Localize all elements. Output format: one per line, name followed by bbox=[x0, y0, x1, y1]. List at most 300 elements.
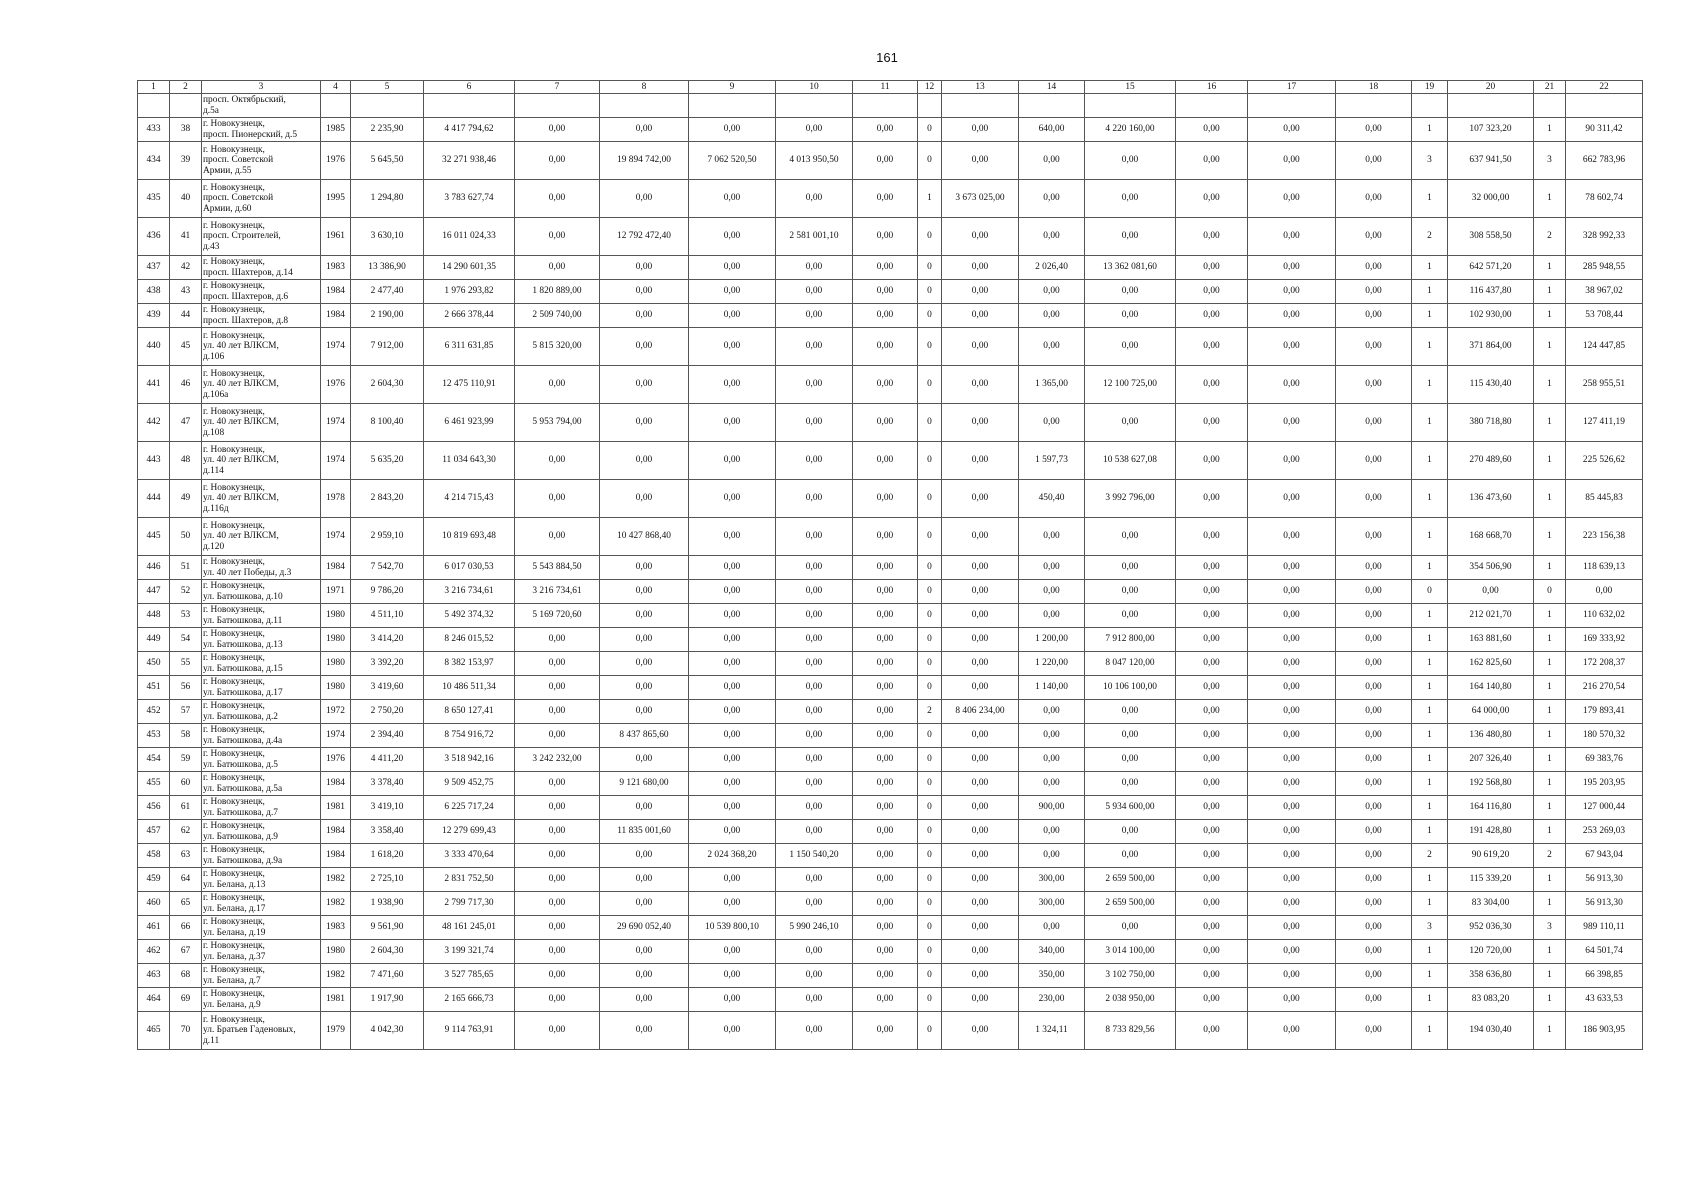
register-table-body bbox=[138, 94, 1643, 1050]
table-cell: 0,00 bbox=[1176, 328, 1248, 366]
table-cell: 0,00 bbox=[515, 820, 600, 844]
table-cell: 443 bbox=[138, 442, 170, 480]
table-cell: 0,00 bbox=[942, 940, 1019, 964]
table-cell: 5 635,20 bbox=[351, 442, 424, 480]
table-cell: 0 bbox=[918, 892, 942, 916]
table-cell: 1 bbox=[1534, 700, 1566, 724]
table-row bbox=[138, 604, 1643, 628]
table-cell: 1 bbox=[1534, 940, 1566, 964]
table-cell: 6 461 923,99 bbox=[424, 404, 515, 442]
table-cell: 0,00 bbox=[942, 580, 1019, 604]
table-cell: 464 bbox=[138, 988, 170, 1012]
table-cell: 29 690 052,40 bbox=[600, 916, 689, 940]
table-cell: 59 bbox=[170, 748, 202, 772]
table-cell: 67 bbox=[170, 940, 202, 964]
table-cell: 0 bbox=[918, 748, 942, 772]
table-cell: 446 bbox=[138, 556, 170, 580]
table-cell: 0,00 bbox=[776, 404, 853, 442]
table-cell: 0,00 bbox=[515, 916, 600, 940]
table-cell: 0,00 bbox=[1176, 916, 1248, 940]
table-cell: 1984 bbox=[321, 556, 351, 580]
table-cell: 2 959,10 bbox=[351, 518, 424, 556]
table-cell: 9 509 452,75 bbox=[424, 772, 515, 796]
table-cell: 0,00 bbox=[1176, 1012, 1248, 1050]
table-cell: 437 bbox=[138, 256, 170, 280]
table-cell: 10 539 800,10 bbox=[689, 916, 776, 940]
table-cell: 450,40 bbox=[1019, 480, 1085, 518]
table-cell: 6 017 030,53 bbox=[424, 556, 515, 580]
table-cell: 0 bbox=[918, 580, 942, 604]
table-cell: 0,00 bbox=[1085, 724, 1176, 748]
table-cell: 1 bbox=[1534, 676, 1566, 700]
table-cell: 0,00 bbox=[1336, 118, 1412, 142]
table-cell: 0,00 bbox=[1336, 892, 1412, 916]
column-header: 13 bbox=[942, 81, 1019, 94]
table-cell: 13 386,90 bbox=[351, 256, 424, 280]
table-cell: 1 618,20 bbox=[351, 844, 424, 868]
table-cell: 4 214 715,43 bbox=[424, 480, 515, 518]
table-cell: 0,00 bbox=[853, 820, 918, 844]
table-cell: 0,00 bbox=[1336, 700, 1412, 724]
table-cell: 1972 bbox=[321, 700, 351, 724]
table-cell: 0,00 bbox=[1019, 820, 1085, 844]
table-cell: 116 437,80 bbox=[1448, 280, 1534, 304]
table-cell: 0,00 bbox=[853, 366, 918, 404]
table-cell: 1984 bbox=[321, 280, 351, 304]
table-cell: 1984 bbox=[321, 820, 351, 844]
table-cell: 0,00 bbox=[942, 480, 1019, 518]
table-cell: 8 733 829,56 bbox=[1085, 1012, 1176, 1050]
table-cell: 460 bbox=[138, 892, 170, 916]
table-cell: 0 bbox=[918, 442, 942, 480]
table-cell: 0,00 bbox=[1176, 604, 1248, 628]
table-cell: 0,00 bbox=[776, 940, 853, 964]
table-cell: 62 bbox=[170, 820, 202, 844]
table-cell: 4 013 950,50 bbox=[776, 142, 853, 180]
address-cell: г. Новокузнецк, ул. 40 лет Победы, д.3 bbox=[202, 556, 321, 580]
table-cell: 0,00 bbox=[1248, 892, 1336, 916]
table-cell: 3 216 734,61 bbox=[424, 580, 515, 604]
table-cell: 1 bbox=[1534, 724, 1566, 748]
table-cell: 0,00 bbox=[942, 218, 1019, 256]
table-cell: 223 156,38 bbox=[1566, 518, 1643, 556]
address-cell: г. Новокузнецк, ул. Батюшкова, д.13 bbox=[202, 628, 321, 652]
table-cell: 0,00 bbox=[1019, 724, 1085, 748]
table-cell: 0,00 bbox=[689, 796, 776, 820]
table-cell: 3 bbox=[1534, 142, 1566, 180]
table-cell: 1 bbox=[1412, 964, 1448, 988]
table-cell: 1 bbox=[1534, 280, 1566, 304]
table-cell: 0,00 bbox=[600, 480, 689, 518]
table-cell: 7 912,00 bbox=[351, 328, 424, 366]
table-cell: 444 bbox=[138, 480, 170, 518]
table-cell: 43 633,53 bbox=[1566, 988, 1643, 1012]
table-cell: 3 378,40 bbox=[351, 772, 424, 796]
table-cell: 0,00 bbox=[1176, 556, 1248, 580]
table-cell: 107 323,20 bbox=[1448, 118, 1534, 142]
table-cell: 58 bbox=[170, 724, 202, 748]
table-cell: 0,00 bbox=[1176, 964, 1248, 988]
table-cell: 1 bbox=[1412, 652, 1448, 676]
table-cell: 0 bbox=[918, 142, 942, 180]
table-cell: 1974 bbox=[321, 518, 351, 556]
table-cell: 12 100 725,00 bbox=[1085, 366, 1176, 404]
table-cell: 42 bbox=[170, 256, 202, 280]
table-cell: 57 bbox=[170, 700, 202, 724]
table-cell: 7 062 520,50 bbox=[689, 142, 776, 180]
table-cell: 0,00 bbox=[776, 480, 853, 518]
table-cell: 0,00 bbox=[1336, 628, 1412, 652]
table-cell: 1 bbox=[1534, 868, 1566, 892]
table-cell: 1 bbox=[1534, 256, 1566, 280]
table-cell: 6 311 631,85 bbox=[424, 328, 515, 366]
table-cell: 10 427 868,40 bbox=[600, 518, 689, 556]
table-cell: 0,00 bbox=[853, 518, 918, 556]
table-cell: 56 913,30 bbox=[1566, 892, 1643, 916]
table-cell: 0,00 bbox=[776, 820, 853, 844]
table-cell: 0,00 bbox=[689, 772, 776, 796]
table-cell: 1 bbox=[1534, 518, 1566, 556]
table-cell: 450 bbox=[138, 652, 170, 676]
table-cell: 2 bbox=[1412, 844, 1448, 868]
table-cell: 0,00 bbox=[942, 142, 1019, 180]
table-cell: 5 934 600,00 bbox=[1085, 796, 1176, 820]
table-cell: 0,00 bbox=[689, 868, 776, 892]
table-cell: 2 024 368,20 bbox=[689, 844, 776, 868]
table-cell: 1 bbox=[1412, 676, 1448, 700]
table-cell: 162 825,60 bbox=[1448, 652, 1534, 676]
table-cell: 1 bbox=[1412, 604, 1448, 628]
table-cell: 0,00 bbox=[600, 796, 689, 820]
table-cell: 54 bbox=[170, 628, 202, 652]
table-cell: 1 bbox=[1534, 480, 1566, 518]
table-cell: 0,00 bbox=[600, 442, 689, 480]
table-cell: 0,00 bbox=[515, 868, 600, 892]
table-cell: 0,00 bbox=[600, 366, 689, 404]
address-cell: г. Новокузнецк, ул. Белана, д.37 bbox=[202, 940, 321, 964]
table-cell: 0,00 bbox=[1336, 580, 1412, 604]
table-cell: 0 bbox=[918, 328, 942, 366]
table-cell: 0,00 bbox=[853, 748, 918, 772]
table-cell: 0,00 bbox=[689, 724, 776, 748]
table-cell: 0,00 bbox=[853, 1012, 918, 1050]
table-cell: 0 bbox=[918, 772, 942, 796]
table-cell: 0,00 bbox=[515, 480, 600, 518]
table-cell: 1981 bbox=[321, 796, 351, 820]
table-cell: 0,00 bbox=[942, 280, 1019, 304]
continuation-row bbox=[138, 94, 1643, 118]
table-cell: 0,00 bbox=[600, 180, 689, 218]
table-cell: 433 bbox=[138, 118, 170, 142]
table-cell: 5 990 246,10 bbox=[776, 916, 853, 940]
table-cell: 371 864,00 bbox=[1448, 328, 1534, 366]
address-cell: г. Новокузнецк, просп. Шахтеров, д.6 bbox=[202, 280, 321, 304]
table-cell: 1982 bbox=[321, 964, 351, 988]
table-cell: 115 430,40 bbox=[1448, 366, 1534, 404]
table-cell: 0,00 bbox=[776, 628, 853, 652]
table-cell: 0,00 bbox=[1085, 218, 1176, 256]
table-cell: 358 636,80 bbox=[1448, 964, 1534, 988]
table-cell: 1 bbox=[1534, 988, 1566, 1012]
table-cell: 642 571,20 bbox=[1448, 256, 1534, 280]
table-cell: 1 bbox=[1534, 964, 1566, 988]
address-cell: г. Новокузнецк, ул. 40 лет ВЛКСМ, д.120 bbox=[202, 518, 321, 556]
table-cell: 1 bbox=[1534, 748, 1566, 772]
table-cell: 0,00 bbox=[1336, 218, 1412, 256]
table-row bbox=[138, 940, 1643, 964]
table-cell: 0,00 bbox=[515, 442, 600, 480]
table-cell: 4 417 794,62 bbox=[424, 118, 515, 142]
table-cell: 2 509 740,00 bbox=[515, 304, 600, 328]
table-cell: 0 bbox=[918, 940, 942, 964]
table-cell: 0,00 bbox=[515, 628, 600, 652]
table-cell: 64 000,00 bbox=[1448, 700, 1534, 724]
column-number-header-row bbox=[138, 81, 1643, 94]
table-cell: 0,00 bbox=[689, 940, 776, 964]
table-cell: 0,00 bbox=[1336, 304, 1412, 328]
table-cell: 0,00 bbox=[1248, 988, 1336, 1012]
table-cell: 0,00 bbox=[853, 868, 918, 892]
table-cell: 0,00 bbox=[1248, 844, 1336, 868]
table-cell: 0,00 bbox=[942, 366, 1019, 404]
table-cell: 1 bbox=[1534, 820, 1566, 844]
table-cell: 1980 bbox=[321, 652, 351, 676]
table-cell: 195 203,95 bbox=[1566, 772, 1643, 796]
table-cell: 0 bbox=[918, 218, 942, 256]
column-header: 18 bbox=[1336, 81, 1412, 94]
table-cell: 0,00 bbox=[776, 442, 853, 480]
address-cell: г. Новокузнецк, ул. Батюшкова, д.9а bbox=[202, 844, 321, 868]
table-cell: 10 486 511,34 bbox=[424, 676, 515, 700]
table-cell: 0,00 bbox=[1176, 218, 1248, 256]
table-cell: 258 955,51 bbox=[1566, 366, 1643, 404]
table-cell: 0,00 bbox=[1019, 142, 1085, 180]
table-cell: 0,00 bbox=[1176, 580, 1248, 604]
table-cell: 1995 bbox=[321, 180, 351, 218]
table-row bbox=[138, 404, 1643, 442]
table-cell: 0,00 bbox=[600, 304, 689, 328]
table-cell: 1974 bbox=[321, 724, 351, 748]
table-cell: 172 208,37 bbox=[1566, 652, 1643, 676]
table-cell: 0,00 bbox=[1336, 328, 1412, 366]
table-cell: 3 518 942,16 bbox=[424, 748, 515, 772]
table-cell: 8 100,40 bbox=[351, 404, 424, 442]
table-cell: 0,00 bbox=[600, 868, 689, 892]
table-cell: 0,00 bbox=[776, 328, 853, 366]
table-cell: 67 943,04 bbox=[1566, 844, 1643, 868]
table-cell: 0,00 bbox=[1176, 700, 1248, 724]
table-cell: 14 290 601,35 bbox=[424, 256, 515, 280]
table-cell: 270 489,60 bbox=[1448, 442, 1534, 480]
table-cell: 1976 bbox=[321, 748, 351, 772]
table-cell: 449 bbox=[138, 628, 170, 652]
table-cell: 1 bbox=[1534, 118, 1566, 142]
table-cell: 0,00 bbox=[689, 218, 776, 256]
table-cell: 0,00 bbox=[853, 404, 918, 442]
address-cell: г. Новокузнецк, ул. Белана, д.17 bbox=[202, 892, 321, 916]
table-cell: 0,00 bbox=[776, 180, 853, 218]
table-cell: 0,00 bbox=[1336, 180, 1412, 218]
table-cell: 0,00 bbox=[853, 556, 918, 580]
table-cell: 0,00 bbox=[1336, 724, 1412, 748]
table-cell: 0,00 bbox=[1336, 442, 1412, 480]
table-cell: 0 bbox=[918, 518, 942, 556]
table-cell: 0,00 bbox=[942, 404, 1019, 442]
table-cell: 1985 bbox=[321, 118, 351, 142]
table-cell: 3 bbox=[1412, 916, 1448, 940]
table-cell: 1 bbox=[1412, 796, 1448, 820]
table-cell: 0,00 bbox=[1019, 772, 1085, 796]
table-cell: 0,00 bbox=[1176, 796, 1248, 820]
column-header: 16 bbox=[1176, 81, 1248, 94]
table-cell: 0,00 bbox=[1176, 868, 1248, 892]
page-number: 161 bbox=[876, 50, 898, 65]
table-cell: 8 437 865,60 bbox=[600, 724, 689, 748]
table-cell: 0,00 bbox=[1248, 328, 1336, 366]
table-cell: 0,00 bbox=[776, 556, 853, 580]
table-cell: 0,00 bbox=[1336, 652, 1412, 676]
table-cell: 0,00 bbox=[1248, 916, 1336, 940]
table-cell: 118 639,13 bbox=[1566, 556, 1643, 580]
table-cell: 4 411,20 bbox=[351, 748, 424, 772]
table-cell: 191 428,80 bbox=[1448, 820, 1534, 844]
table-cell: 5 543 884,50 bbox=[515, 556, 600, 580]
table-cell: 461 bbox=[138, 916, 170, 940]
table-cell: 0,00 bbox=[853, 964, 918, 988]
table-cell: 1 bbox=[1534, 328, 1566, 366]
table-cell: 1 bbox=[1412, 304, 1448, 328]
table-cell: 1980 bbox=[321, 604, 351, 628]
table-cell: 0,00 bbox=[1336, 604, 1412, 628]
table-cell: 1974 bbox=[321, 404, 351, 442]
table-cell: 0,00 bbox=[689, 628, 776, 652]
table-cell: 0,00 bbox=[1248, 748, 1336, 772]
table-cell: 0 bbox=[918, 256, 942, 280]
table-cell: 0,00 bbox=[515, 366, 600, 404]
table-cell: 0,00 bbox=[515, 988, 600, 1012]
table-cell: 0,00 bbox=[1176, 628, 1248, 652]
column-header: 11 bbox=[853, 81, 918, 94]
table-cell: 1 bbox=[1534, 366, 1566, 404]
table-cell: 451 bbox=[138, 676, 170, 700]
table-cell: 2 038 950,00 bbox=[1085, 988, 1176, 1012]
table-cell: 0,00 bbox=[515, 940, 600, 964]
table-cell: 180 570,32 bbox=[1566, 724, 1643, 748]
table-cell: 0,00 bbox=[853, 772, 918, 796]
table-cell: 0,00 bbox=[600, 628, 689, 652]
column-header: 9 bbox=[689, 81, 776, 94]
table-row bbox=[138, 256, 1643, 280]
table-cell: 0,00 bbox=[776, 256, 853, 280]
table-cell: 0 bbox=[918, 366, 942, 404]
table-cell: 0,00 bbox=[776, 1012, 853, 1050]
table-cell: 0,00 bbox=[1085, 820, 1176, 844]
table-cell: 380 718,80 bbox=[1448, 404, 1534, 442]
table-cell: 69 383,76 bbox=[1566, 748, 1643, 772]
table-cell: 0,00 bbox=[942, 118, 1019, 142]
table-cell: 0 bbox=[918, 280, 942, 304]
table-row bbox=[138, 442, 1643, 480]
table-cell: 0,00 bbox=[1019, 218, 1085, 256]
table-cell: 2 581 001,10 bbox=[776, 218, 853, 256]
table-cell: 0,00 bbox=[1336, 988, 1412, 1012]
table-cell: 1 bbox=[1534, 652, 1566, 676]
table-cell: 1 bbox=[1412, 404, 1448, 442]
table-cell: 0,00 bbox=[1176, 940, 1248, 964]
table-cell: 1 bbox=[1412, 1012, 1448, 1050]
table-cell: 0,00 bbox=[1085, 604, 1176, 628]
table-cell: 952 036,30 bbox=[1448, 916, 1534, 940]
table-cell: 0,00 bbox=[776, 280, 853, 304]
table-cell: 0 bbox=[918, 820, 942, 844]
table-cell: 102 930,00 bbox=[1448, 304, 1534, 328]
table-cell: 0,00 bbox=[1176, 404, 1248, 442]
address-cell: г. Новокузнецк, ул. Белана, д.19 bbox=[202, 916, 321, 940]
table-row bbox=[138, 218, 1643, 256]
table-cell: 0,00 bbox=[776, 304, 853, 328]
table-cell: 225 526,62 bbox=[1566, 442, 1643, 480]
table-cell: 0,00 bbox=[1019, 700, 1085, 724]
table-cell: 1 bbox=[1412, 442, 1448, 480]
column-header: 15 bbox=[1085, 81, 1176, 94]
table-cell: 194 030,40 bbox=[1448, 1012, 1534, 1050]
table-cell: 0,00 bbox=[1085, 556, 1176, 580]
table-cell: 0,00 bbox=[515, 142, 600, 180]
table-cell: 0,00 bbox=[942, 820, 1019, 844]
table-cell: 0,00 bbox=[1176, 724, 1248, 748]
table-cell: 0,00 bbox=[600, 256, 689, 280]
address-cell: г. Новокузнецк, просп. Шахтеров, д.14 bbox=[202, 256, 321, 280]
table-cell: 0,00 bbox=[1019, 748, 1085, 772]
table-cell: 0,00 bbox=[689, 988, 776, 1012]
table-cell: 0 bbox=[918, 480, 942, 518]
table-cell: 2 666 378,44 bbox=[424, 304, 515, 328]
table-cell: 0,00 bbox=[1085, 580, 1176, 604]
table-cell: 459 bbox=[138, 868, 170, 892]
table-cell: 0,00 bbox=[1176, 118, 1248, 142]
table-cell: 4 042,30 bbox=[351, 1012, 424, 1050]
table-cell: 53 708,44 bbox=[1566, 304, 1643, 328]
table-cell: 0,00 bbox=[600, 556, 689, 580]
table-cell: 3 419,10 bbox=[351, 796, 424, 820]
table-cell: 19 894 742,00 bbox=[600, 142, 689, 180]
table-cell: 164 116,80 bbox=[1448, 796, 1534, 820]
table-cell: 90 311,42 bbox=[1566, 118, 1643, 142]
table-cell: 1 bbox=[1534, 628, 1566, 652]
table-cell: 1 220,00 bbox=[1019, 652, 1085, 676]
table-cell: 0,00 bbox=[515, 118, 600, 142]
table-cell: 0,00 bbox=[515, 652, 600, 676]
table-cell: 50 bbox=[170, 518, 202, 556]
table-cell: 1 bbox=[1412, 724, 1448, 748]
table-cell: 1974 bbox=[321, 442, 351, 480]
table-cell: 48 bbox=[170, 442, 202, 480]
table-cell: 52 bbox=[170, 580, 202, 604]
table-cell: 207 326,40 bbox=[1448, 748, 1534, 772]
table-row bbox=[138, 118, 1643, 142]
table-cell: 0,00 bbox=[1176, 280, 1248, 304]
table-cell: 0,00 bbox=[1248, 556, 1336, 580]
table-cell: 49 bbox=[170, 480, 202, 518]
table-cell: 1 bbox=[1412, 940, 1448, 964]
table-cell: 0,00 bbox=[1176, 256, 1248, 280]
table-cell: 2 bbox=[918, 700, 942, 724]
column-header: 5 bbox=[351, 81, 424, 94]
table-cell: 5 492 374,32 bbox=[424, 604, 515, 628]
table-row bbox=[138, 748, 1643, 772]
address-cell: г. Новокузнецк, ул. Батюшкова, д.10 bbox=[202, 580, 321, 604]
table-cell: 61 bbox=[170, 796, 202, 820]
